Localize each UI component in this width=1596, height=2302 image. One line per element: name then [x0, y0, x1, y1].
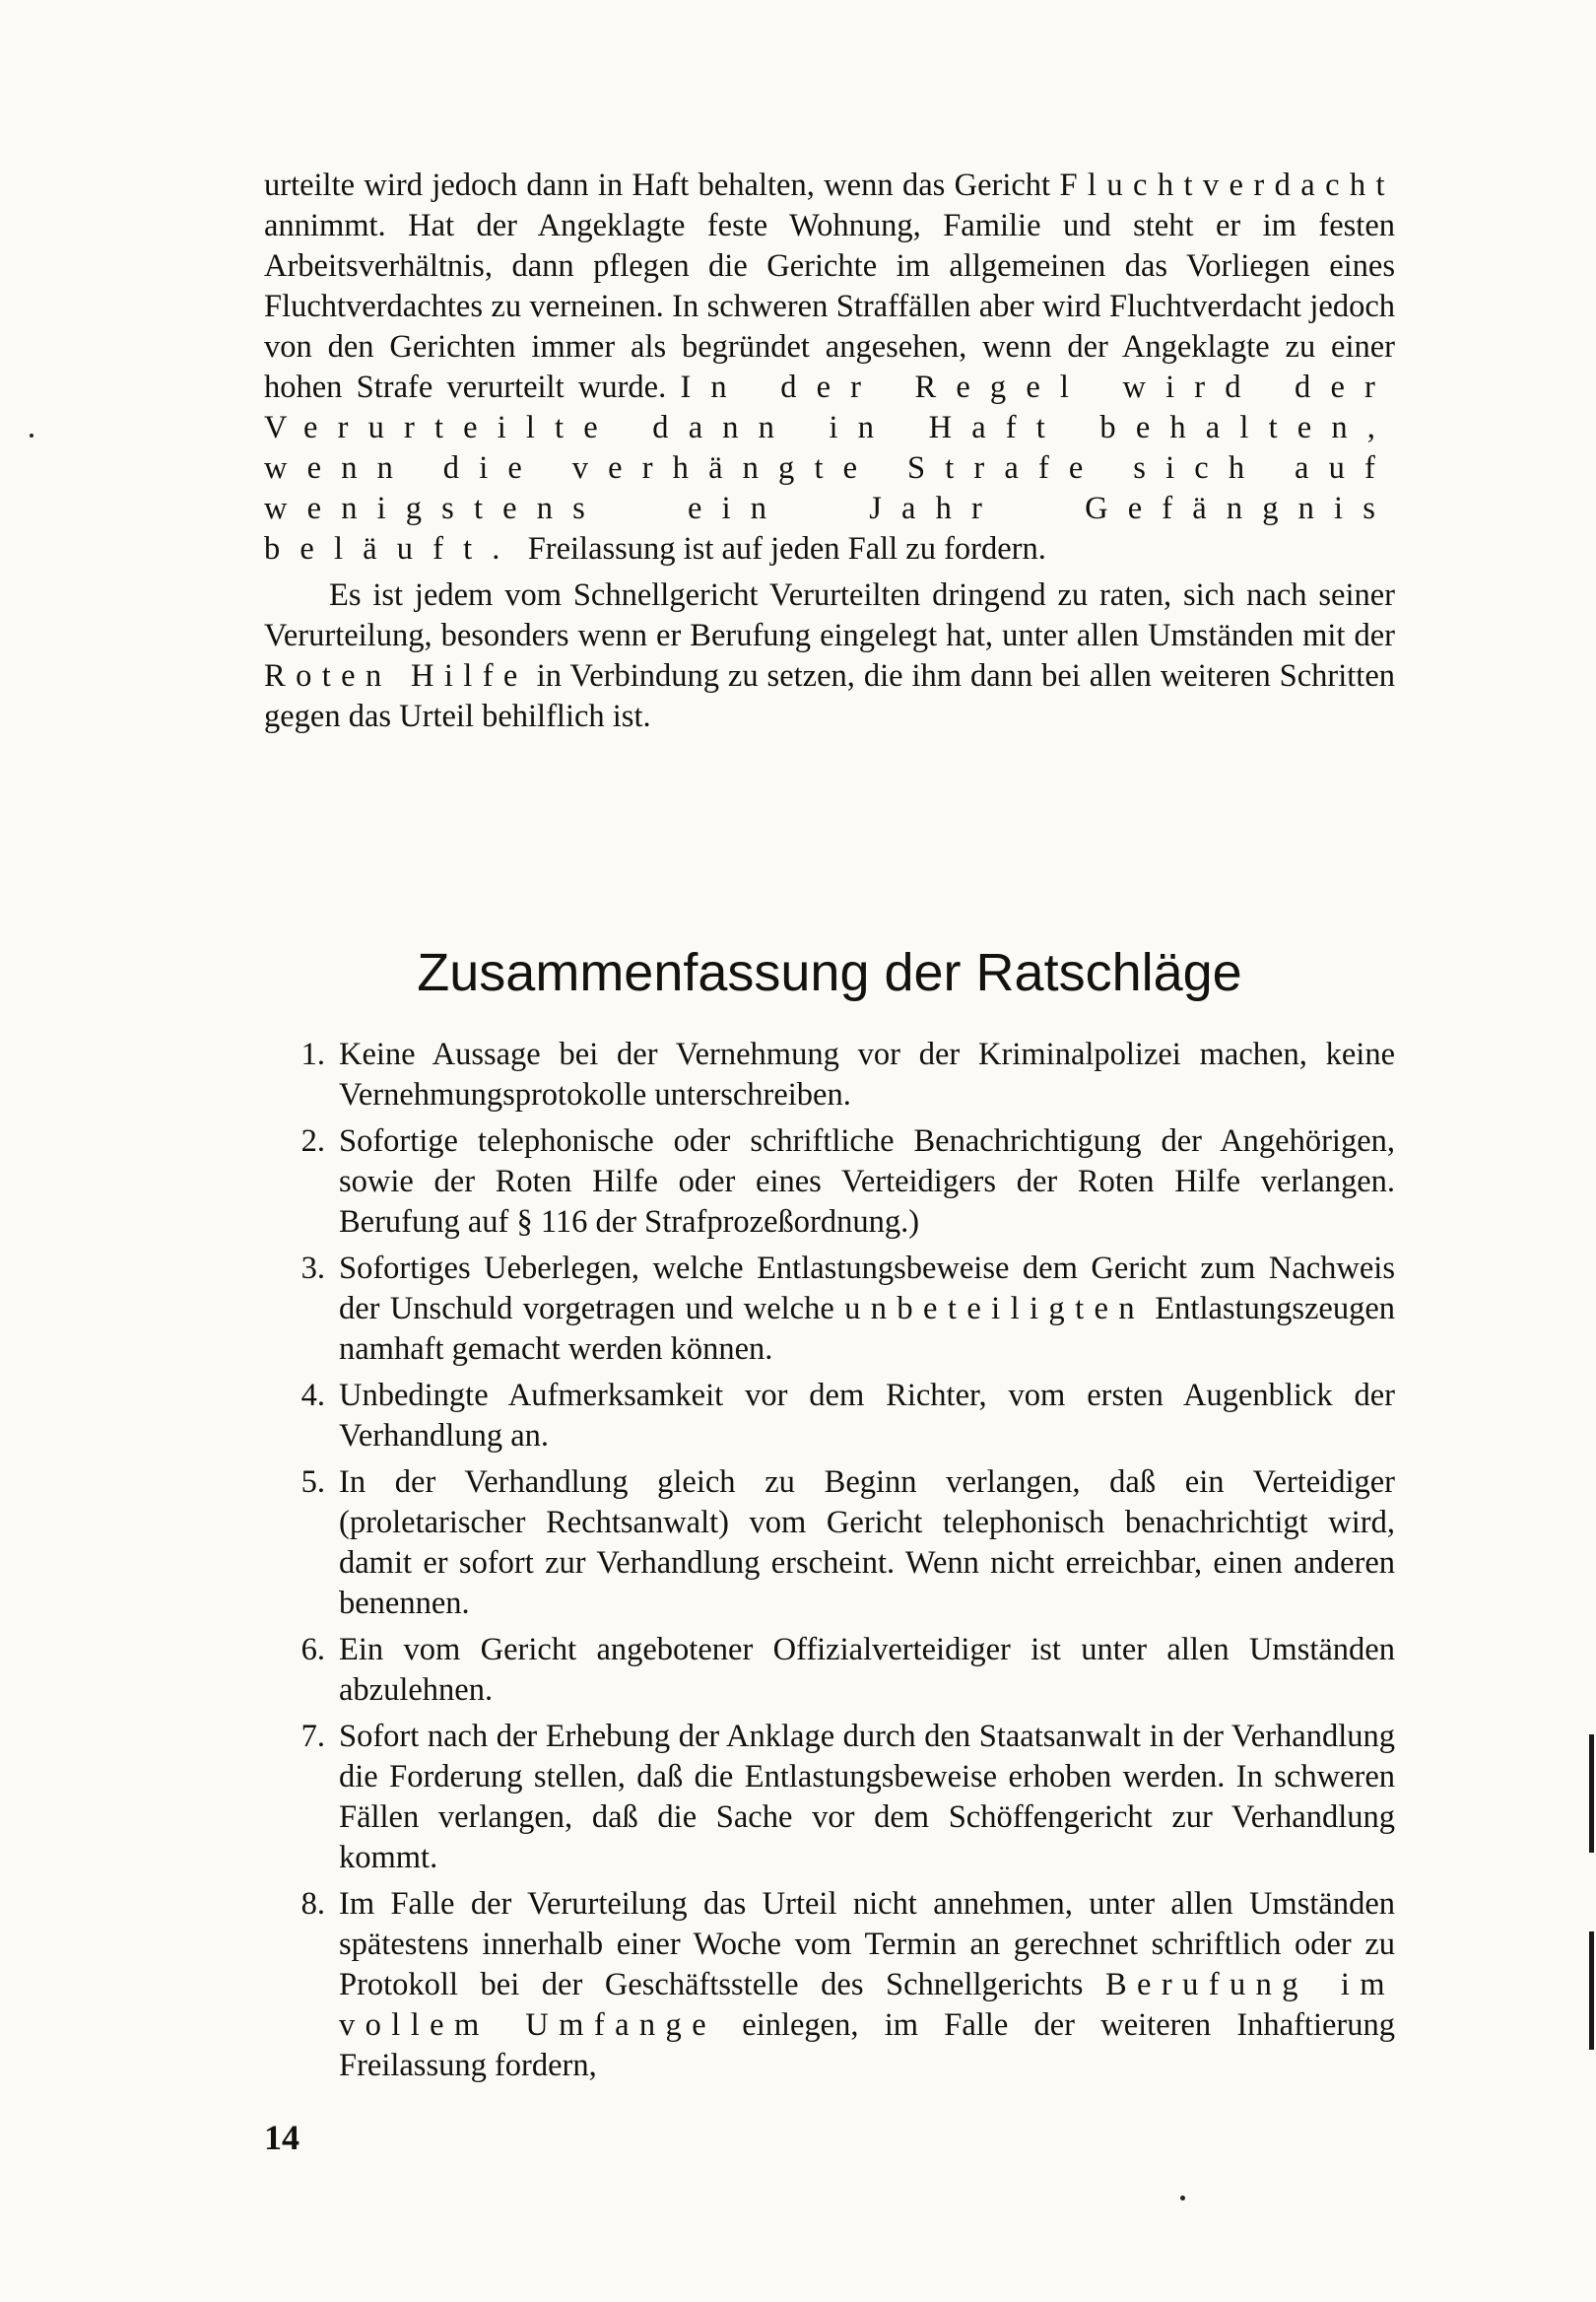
item-text-c: einlegen, im Falle der weiteren Inhaftierung Freilassung fordern, — [339, 2007, 1395, 2083]
paragraph-2-text-a: Es ist jedem vom Schnellgericht Verurteilten dringend zu raten, sich nach seiner Verurteilung, besonders wenn er Berufung eingelegt hat, unter allen Umständen mit der — [264, 577, 1395, 653]
paragraph-1-text-e: Freilassung ist auf jeden Fall zu fordern. — [519, 531, 1046, 567]
item-text: In der Verhandlung gleich zu Beginn verlangen, daß ein Verteidiger (proletarischer Rechtsanwalt) vom Gericht telephonisch benachrichtigt wird, damit er sofort zur Verhandlung erscheint. Wenn nicht erreichbar, einen anderen benennen. — [339, 1464, 1395, 1621]
item-number: 6. — [300, 1632, 325, 1667]
section-heading: Zusammenfassung der Ratschläge — [417, 943, 1242, 1002]
list-item — [264, 1035, 1395, 1116]
item-text-c: Entlastungszeugen namhaft gemacht werden können. — [339, 1291, 1395, 1367]
paragraph-1-text-c: annimmt. Hat der Angeklagte feste Wohnung, Familie und steht er im festen Arbeitsverhältnis, dann pflegen die Gerichte im allgemeinen das Vorliegen eines Fluchtverdachtes zu verneinen. In schweren Straffällen aber wird Fluchtverdacht jedoch von den Gerichten immer als begründet angesehen, wenn der Angeklagte zu einer hohen Strafe verurteilt wurde. — [264, 208, 1395, 405]
item-text: Keine Aussage bei der Vernehmung vor der Kriminalpolizei machen, keine Vernehmungsprotokolle unterschreiben. — [339, 1037, 1395, 1113]
list-item — [264, 1630, 1395, 1711]
item-text-a: Sofortiges Ueberlegen, welche Entlastungsbeweise dem Gericht zum Nachweis der Unschuld vorgetragen und welche — [339, 1251, 1395, 1326]
scan-edge-mark — [1589, 1931, 1594, 2050]
item-number: 8. — [300, 1886, 325, 1922]
emphasis-unbeteiligten: unbeteiligten — [844, 1291, 1145, 1326]
paragraph-1-text-a: urteilte wird jedoch dann in Haft behalten, wenn das Gericht — [264, 168, 1060, 203]
item-number: 1. — [300, 1037, 325, 1072]
emphasis-berufung: Berufung im vollem Umfange — [339, 1967, 1395, 2043]
item-text: Sofort nach der Erhebung der Anklage durch den Staatsanwalt in der Verhandlung die Forderung stellen, daß die Entlastungsbeweise erhoben werden. In schweren Fällen verlangen, daß die Sache vor dem Schöffengericht zur Verhandlung kommt. — [339, 1719, 1395, 1875]
item-number: 4. — [300, 1378, 325, 1413]
scan-edge-mark — [1589, 1734, 1594, 1853]
item-number: 7. — [300, 1719, 325, 1754]
paragraph-1 — [264, 166, 1395, 570]
item-number: 5. — [300, 1464, 325, 1500]
list-item — [264, 1462, 1395, 1624]
item-text — [339, 1884, 1395, 2086]
item-text-a: Im Falle der Verurteilung das Urteil nicht annehmen, unter allen Umständen spätestens innerhalb einer Woche vom Termin an gerechnet schriftlich oder zu Protokoll bei der Geschäftsstelle des Schnellgerichts — [339, 1886, 1395, 2002]
list-item — [264, 1884, 1395, 2086]
paragraph-2 — [264, 576, 1395, 737]
item-number: 3. — [300, 1251, 325, 1286]
scan-speck — [1180, 2196, 1185, 2200]
item-text — [339, 1249, 1395, 1370]
list-item — [264, 1121, 1395, 1243]
list-item — [264, 1376, 1395, 1456]
item-number: 2. — [300, 1123, 325, 1159]
item-text: Sofortige telephonische oder schriftliche Benachrichtigung der Angehörigen, sowie der Roten Hilfe oder eines Verteidigers der Roten Hilfe verlangen. Berufung auf § 116 der Strafprozeßordnung.) — [339, 1123, 1395, 1240]
emphasis-rote-hilfe: Roten Hilfe — [264, 658, 528, 694]
list-item — [264, 1249, 1395, 1370]
item-text: Ein vom Gericht angebotener Offizialverteidiger ist unter allen Umständen abzulehnen. — [339, 1632, 1395, 1708]
page-number: 14 — [264, 2118, 299, 2157]
advice-list — [264, 1035, 1395, 2092]
emphasis-fluchtverdacht: Fluchtverdacht — [1059, 168, 1395, 203]
item-text: Unbedingte Aufmerksamkeit vor dem Richter, vom ersten Augenblick der Verhandlung an. — [339, 1378, 1395, 1454]
body-text — [264, 166, 1395, 737]
list-item — [264, 1717, 1395, 1878]
paragraph-2-text-c: in Verbindung zu setzen, die ihm dann bei allen weiteren Schritten gegen das Urteil behilflich ist. — [264, 658, 1396, 734]
scan-speck — [30, 434, 33, 438]
emphasis-regel: In der Regel wird der Verurteilte dann in Haft behalten, wenn die verhängte Strafe sich auf wenigstens ein Jahr Gefängnis beläuft. — [264, 370, 1395, 567]
